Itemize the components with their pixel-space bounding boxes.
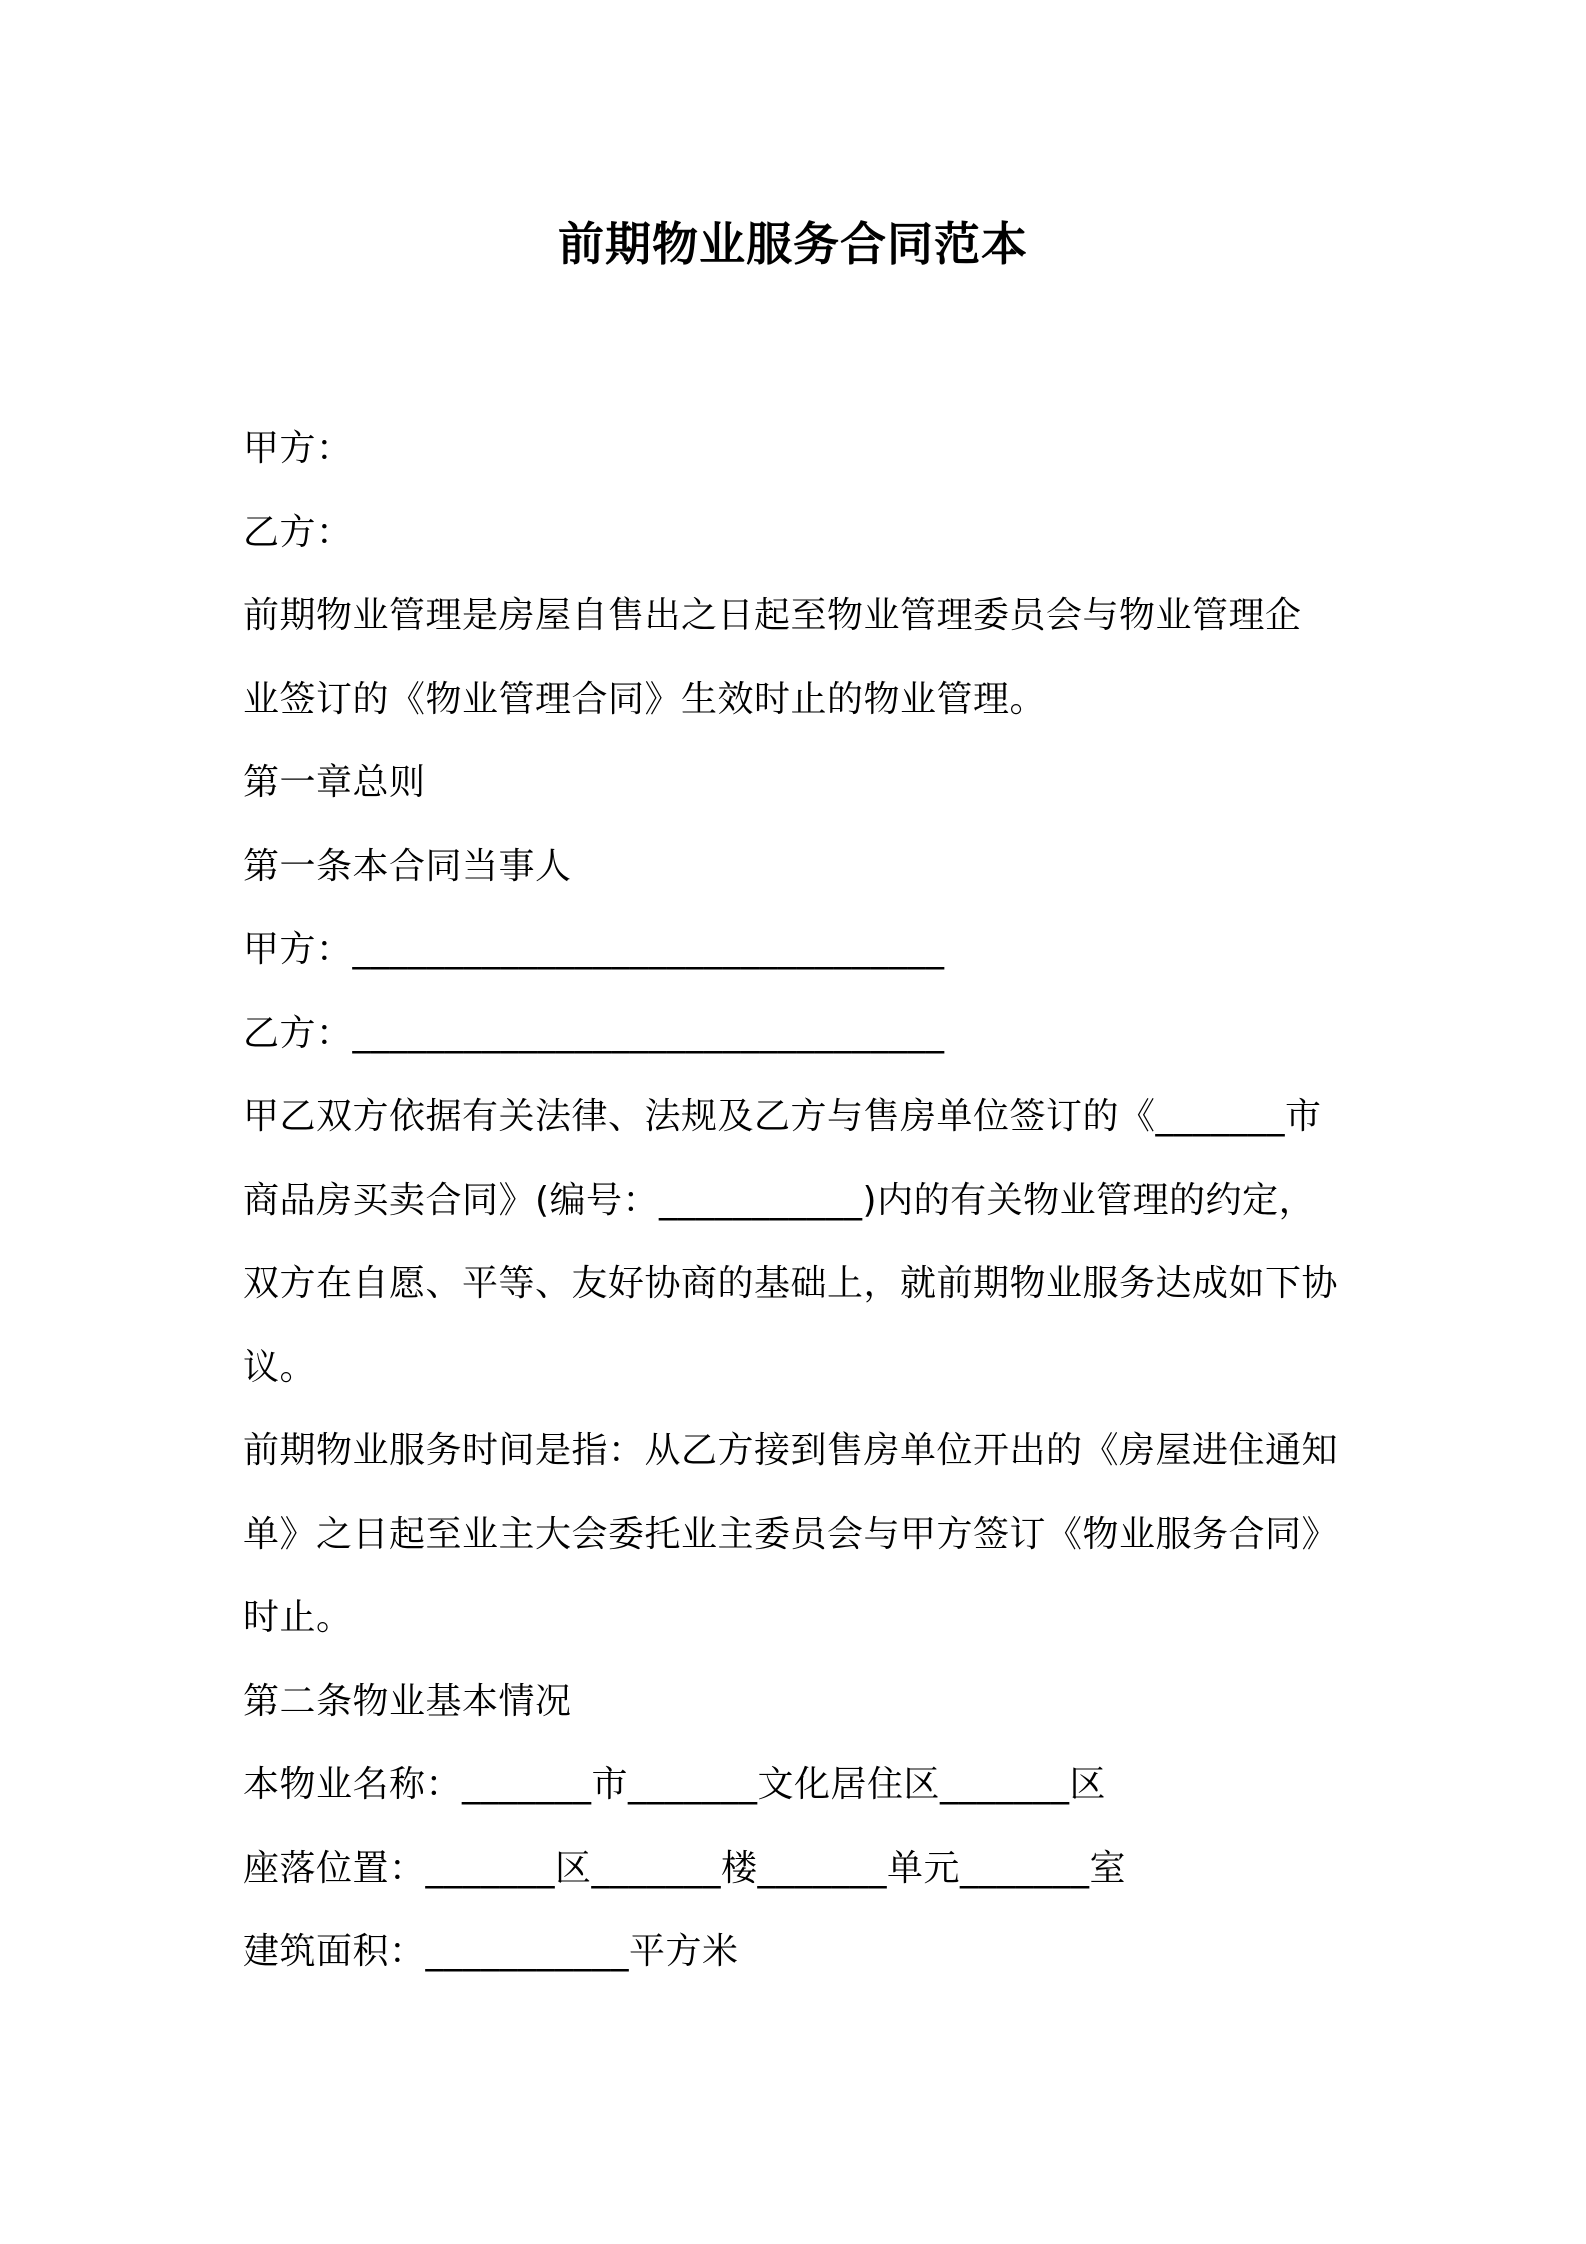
service-period-line-2: 单》之日起至业主大会委托业主委员会与甲方签订《物业服务合同》	[243, 1513, 1339, 1555]
definition-paragraph-line-1: 前期物业管理是房屋自售出之日起至物业管理委员会与物业管理企	[243, 595, 1302, 636]
service-period-line-1: 前期物业服务时间是指：从乙方接到售房单位开出的《房屋进住通知	[243, 1430, 1339, 1471]
service-period-line-3: 时止。	[243, 1597, 353, 1638]
basis-paragraph-line-4: 议。	[243, 1346, 317, 1388]
article-2-heading: 第二条物业基本情况	[243, 1680, 572, 1722]
party-a-label: 甲方：	[243, 428, 353, 469]
building-area-field: 建筑面积：___________平方米	[243, 1931, 739, 1972]
basis-paragraph-line-2: 商品房买卖合同》(编号：___________)内的有关物业管理的约定，	[243, 1179, 1316, 1221]
property-location-field: 座落位置：_______区_______楼_______单元_______室	[243, 1847, 1127, 1889]
party-a-field: 甲方：________________________________	[243, 929, 945, 970]
document-body	[243, 407, 1363, 1994]
property-name-field: 本物业名称：_______市_______文化居住区_______区	[243, 1764, 1107, 1805]
party-b-field: 乙方：________________________________	[243, 1012, 945, 1054]
document-title: 前期物业服务合同范本	[558, 217, 1028, 271]
definition-paragraph-line-2: 业签订的《物业管理合同》生效时止的物业管理。	[243, 678, 1047, 720]
article-1-heading: 第一条本合同当事人	[243, 845, 572, 887]
basis-paragraph-line-1: 甲乙双方依据有关法律、法规及乙方与售房单位签订的《_______市	[243, 1096, 1322, 1137]
basis-paragraph-line-3: 双方在自愿、平等、友好协商的基础上，就前期物业服务达成如下协	[243, 1263, 1339, 1304]
chapter-heading: 第一章总则	[243, 762, 426, 803]
party-b-label: 乙方：	[243, 511, 353, 553]
